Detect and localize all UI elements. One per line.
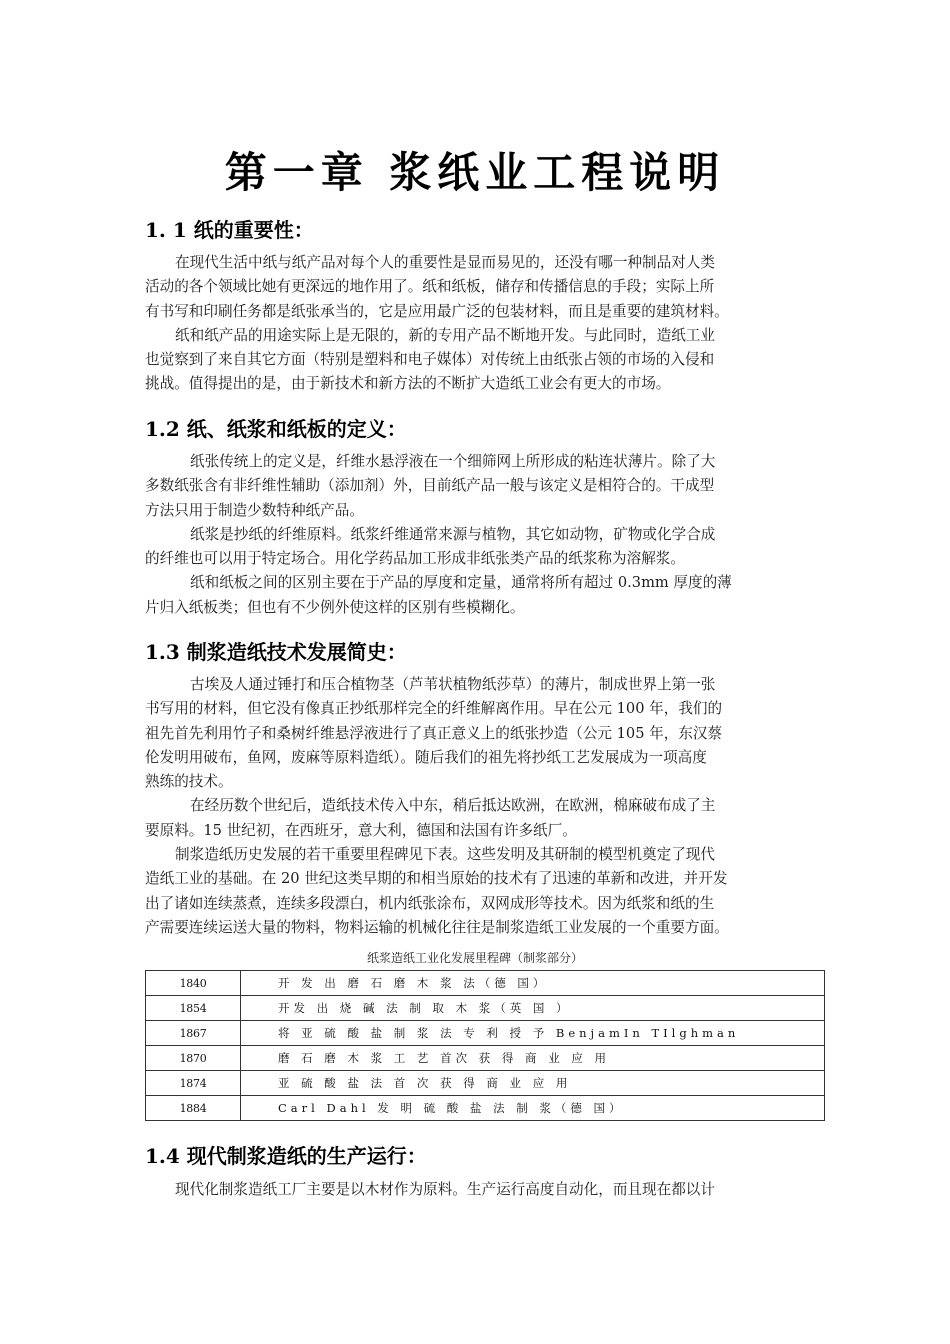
year-cell: 1854 [146,996,241,1021]
table-caption: 纸浆造纸工业化发展里程碑（制浆部分） [366,951,583,965]
body-line: 书写用的材料，但它没有像真正抄纸那样完全的纤维解离作用。早在公元 100 年，我们的 [145,700,723,718]
event-cell: 将 亚 硫 酸 盐 制 浆 法 专 利 授 予 BenjamIn TIlghman [241,1021,825,1046]
section-body-1-3 [145,673,810,940]
event-cell: 开发 出 烧 碱 法 制 取 木 浆（英 国 ） [241,996,825,1021]
section-heading-1-2: 1.2 纸、纸浆和纸板的定义： [145,417,407,441]
section-body-1-1 [145,251,810,397]
table-row [146,971,825,996]
body-line: 纸浆是抄纸的纤维原料。纸浆纤维通常来源与植物，其它如动物，矿物或化学合成 [190,525,716,543]
event-cell: 磨 石 磨 木 浆 工 艺 首次 获 得 商 业 应 用 [241,1046,825,1071]
section-heading-1-1: 1. 1 纸的重要性： [145,218,314,242]
body-line: 熟练的技术。 [145,773,233,791]
body-line: 祖先首先利用竹子和桑树纤维悬浮液进行了真正意义上的纸张抄造（公元 105 年，东汉蔡 [145,724,723,742]
year-cell: 1867 [146,1021,241,1046]
body-line: 出了诸如连续蒸煮，连续多段漂白，机内纸张涂布，双网成形等技术。因为纸浆和纸的生 [145,894,715,912]
body-line: 伦发明用破布，鱼网，废麻等原料造纸）。随后我们的祖先将抄纸工艺发展成为一项高度 [145,748,707,766]
milestone-table [145,970,825,1121]
body-line: 也觉察到了来自其它方面（特别是塑料和电子媒体）对传统上由纸张占领的市场的入侵和 [145,351,715,369]
body-line: 纸和纸产品的用途实际上是无限的，新的专用产品不断地开发。与此同时，造纸工业 [175,326,715,344]
table-row [146,996,825,1021]
body-line: 挑战。值得提出的是，由于新技术和新方法的不断扩大造纸工业会有更大的市场。 [145,375,671,393]
body-line: 造纸工业的基础。在 20 世纪这类早期的和相当原始的技术有了迅速的革新和改进，并开发 [145,870,728,888]
table-row [146,1096,825,1121]
year-cell: 1874 [146,1071,241,1096]
body-line: 古埃及人通过锤打和压合植物茎（芦苇状植物纸莎草）的薄片，制成世界上第一张 [190,676,716,693]
body-line: 要原料。15 世纪初，在西班牙，意大利，德国和法国有许多纸厂。 [145,821,577,839]
section-body-1-4 [145,1178,810,1202]
body-line: 方法只用于制造少数特种纸产品。 [145,501,364,519]
body-line: 纸张传统上的定义是，纤维水悬浮液在一个细筛网上所形成的粘连状薄片。除了大 [190,453,716,470]
year-cell: 1870 [146,1046,241,1071]
section-heading-1-3: 1.3 制浆造纸技术发展简史： [145,640,407,664]
body-line: 制浆造纸历史发展的若干重要里程碑见下表。这些发明及其研制的模型机奠定了现代 [175,846,715,864]
table-row [146,1046,825,1071]
event-cell: 亚 硫 酸 盐 法 首 次 获 得 商 业 应 用 [241,1071,825,1096]
table-row [146,1021,825,1046]
body-line: 纸和纸板之间的区别主要在于产品的厚度和定量，通常将所有超过 0.3mm 厚度的薄 [190,574,732,592]
year-cell: 1840 [146,971,241,996]
section-body-1-2 [145,450,810,620]
body-line: 活动的各个领域比她有更深远的地作用了。纸和纸板，储存和传播信息的手段；实际上所 [145,278,715,296]
chapter-title: 第一章 浆纸业工程说明 [224,148,726,197]
body-line: 的纤维也可以用于特定场合。用化学药品加工形成非纸张类产品的纸浆称为溶解浆。 [145,550,685,568]
section-heading-1-4: 1.4 现代制浆造纸的生产运行： [145,1144,427,1168]
body-line: 产需要连续运送大量的物料，物料运输的机械化往往是制浆造纸工业发展的一个重要方面。 [145,918,729,936]
event-cell: Carl Dahl 发 明 硫 酸 盐 法 制 浆（德 国） [241,1096,825,1121]
body-line: 现代化制浆造纸工厂主要是以木材作为原料。生产运行高度自动化，而且现在都以计 [175,1181,715,1198]
body-line: 有书写和印刷任务都是纸张承当的，它是应用最广泛的包装材料，而且是重要的建筑材料。 [145,302,729,320]
table-row [146,1071,825,1096]
year-cell: 1884 [146,1096,241,1121]
body-line: 多数纸张含有非纤维性辅助（添加剂）外，目前纸产品一般与该定义是相符合的。干成型 [145,477,715,495]
body-line: 在经历数个世纪后，造纸技术传入中东，稍后抵达欧洲，在欧洲，棉麻破布成了主 [190,797,716,815]
body-line: 片归入纸板类；但也有不少例外使这样的区别有些模糊化。 [145,598,525,616]
body-line: 在现代生活中纸与纸产品对每个人的重要性是显而易见的，还没有哪一种制品对人类 [175,254,715,271]
event-cell: 开 发 出 磨 石 磨 木 浆 法（德 国） [241,971,825,996]
